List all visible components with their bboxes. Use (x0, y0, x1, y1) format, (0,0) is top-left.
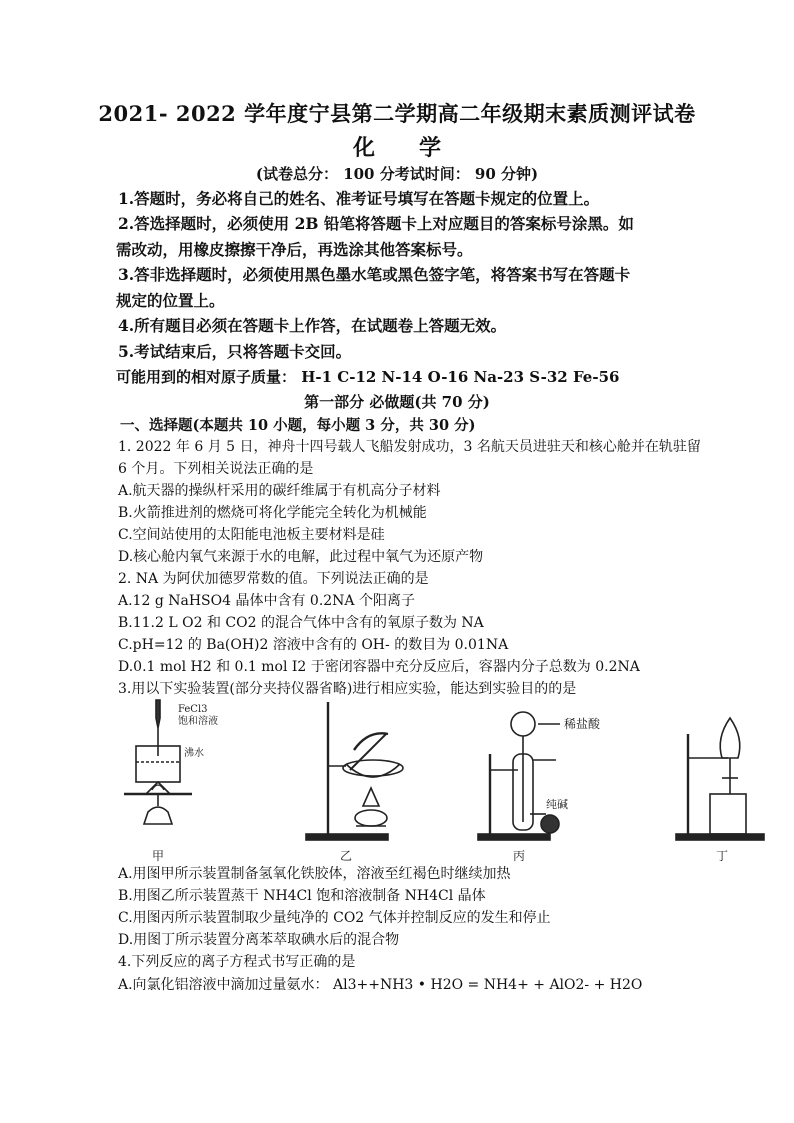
note-4: 4.所有题目必须在答题卡上作答，在试题卷上答题无效。 (118, 316, 507, 335)
q4-stem: 4.下列反应的离子方程式书写正确的是 (118, 954, 356, 970)
q2-option-c: C.pH=12 的 Ba(OH)2 溶液中含有的 OH- 的数目为 0.01NA (118, 637, 509, 653)
apparatus-figure (118, 694, 778, 864)
q1-option-c: C.空间站使用的太阳能电池板主要材料是硅 (118, 527, 385, 543)
label-fecl3: FeCl3 (178, 704, 208, 715)
q2-option-a: A.12 g NaHSO4 晶体中含有 0.2NA 个阳离子 (118, 593, 415, 609)
q1-option-d: D.核心舱内氧气来源于水的电解，此过程中氧气为还原产物 (118, 549, 484, 565)
label-saturated: 饱和溶液 (178, 716, 218, 727)
q3-option-d: D.用图丁所示装置分离苯萃取碘水后的混合物 (118, 932, 400, 948)
apparatus-yi (306, 702, 403, 840)
q3-option-c: C.用图丙所示装置制取少量纯净的 CO2 气体并控制反应的发生和停止 (118, 910, 551, 926)
atomic-mass-line: 可能用到的相对原子质量： H-1 C-12 N-14 O-16 Na-23 S-32 Fe-56 (116, 368, 620, 386)
note-1: 1.答题时，务必将自己的姓名、准考证号填写在答题卡规定的位置上。 (118, 189, 600, 208)
q1-stem-b: 6 个月。下列相关说法正确的是 (118, 461, 314, 477)
apparatus-bing (478, 712, 560, 840)
subject-heading (0, 131, 794, 162)
note-3-cont: 规定的位置上。 (116, 291, 225, 310)
exam-title: 2021- 2022 学年度宁县第二学期高二年级期末素质测评试卷 (98, 101, 696, 126)
label-ding: 丁 (716, 849, 729, 863)
exam-meta: (试卷总分： 100 分考试时间： 90 分钟) (255, 165, 539, 183)
note-2-cont: 需改动，用橡皮擦擦干净后，再选涂其他答案标号。 (116, 240, 473, 259)
q3-stem: 3.用以下实验装置(部分夹持仪器省略)进行相应实验，能达到实验目的的是 (118, 681, 577, 697)
label-soda: 纯碱 (546, 798, 568, 811)
q3-option-b: B.用图乙所示装置蒸干 NH4Cl 饱和溶液制备 NH4Cl 晶体 (118, 888, 486, 904)
q1-option-b: B.火箭推进剂的燃烧可将化学能完全转化为机械能 (118, 505, 427, 521)
section-one-heading: 一、选择题(本题共 10 小题，每小题 3 分，共 30 分) (120, 417, 476, 434)
q4-option-a: A.向氯化铝溶液中滴加过量氨水： Al3++NH3 • H2O = NH4+ + AlO2- + H2O (118, 977, 643, 993)
q2-option-b: B.11.2 L O2 和 CO2 的混合气体中含有的氧原子数为 NA (118, 615, 484, 631)
q3-option-a: A.用图甲所示装置制备氢氧化铁胶体，溶液至红褐色时继续加热 (118, 866, 511, 882)
label-bing: 丙 (513, 849, 526, 863)
q1-stem-a: 1. 2022 年 6 月 5 日，神舟十四号载人飞船发射成功，3 名航天员进驻天和核心舱并在轨驻留 (118, 439, 701, 455)
label-yi: 乙 (340, 849, 353, 863)
label-dilute-hcl: 稀盐酸 (564, 717, 601, 731)
q2-option-d: D.0.1 mol H2 和 0.1 mol I2 于密闭容器中充分反应后，容器内分子总数为 0.2NA (118, 659, 640, 675)
label-boiling-water: 沸水 (184, 748, 204, 759)
q1-option-a: A.航天器的操纵杆采用的碳纤维属于有机高分子材料 (118, 483, 441, 499)
note-5: 5.考试结束后，只将答题卡交回。 (118, 342, 352, 361)
part-one-heading: 第一部分 必做题(共 70 分) (304, 393, 490, 411)
label-jia: 甲 (152, 849, 165, 863)
subject-char-1: 化 (352, 135, 375, 161)
note-2: 2.答选择题时，必须使用 2B 铅笔将答题卡上对应题目的答案标号涂黑。如 (118, 214, 634, 233)
apparatus-ding (676, 718, 764, 840)
q2-stem: 2. NA 为阿伏加德罗常数的值。下列说法正确的是 (118, 571, 429, 587)
note-3: 3.答非选择题时，必须使用黑色墨水笔或黑色签字笔，将答案书写在答题卡 (118, 265, 631, 284)
subject-char-2: 学 (419, 135, 442, 161)
